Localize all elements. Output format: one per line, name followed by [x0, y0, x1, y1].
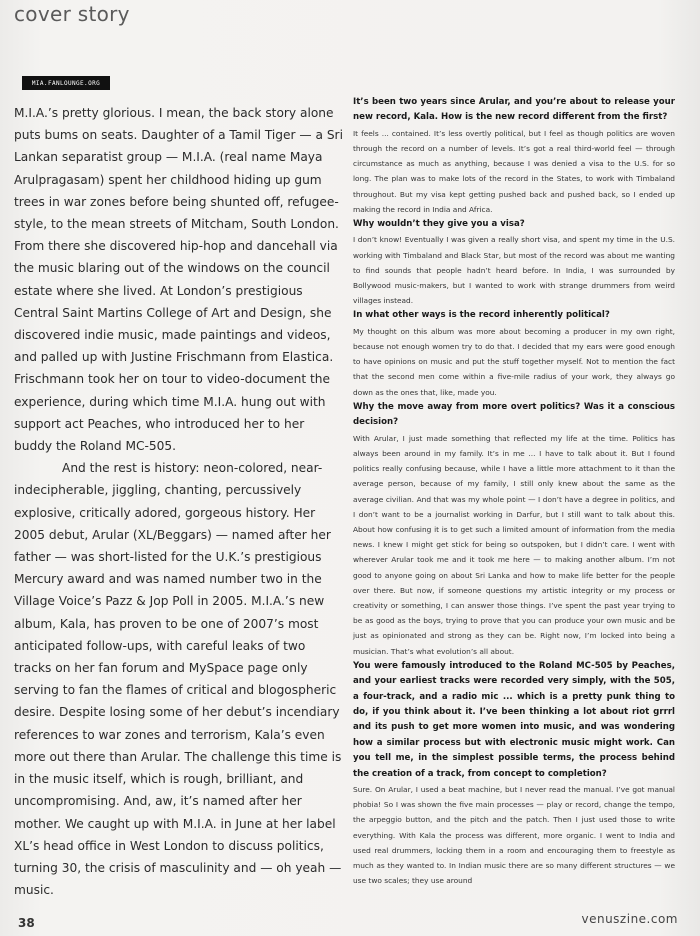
answer-3: My thought on this album was more about becoming a producer in my own right, because not enough women try to do that. I decided that my ears were good enough to have opinions on music and put the stuff together myself. Not to mention the fact that the second men come within a five-mile radius of your work, they always go down as the ones that, like, made you.: [353, 326, 675, 397]
answer-5: Sure. On Arular, I used a beat machine, but I never read the manual. I’ve got manual phobia! So I was shown the five main processes — play or record, change the tempo, the arpeggio button, and the pitch and the patch. Then I just used those to write everything. With Kala the process was different, more organic. I went to India and used real drummers, locking them in a room and encouraging them to freestyle as much as they wanted to. In Indian music there are so many different structures — we use two scales; they use around: [353, 784, 675, 886]
intro-paragraph-1: M.I.A.’s pretty glorious. I mean, the back story alone puts bums on seats. Daughter of a Tamil Tiger — a Sri Lankan separatist group — M.I.A. (real name Maya Arulpragasam) spent her childhood hiding up gum trees in war zones before being shunted off, refugee-style, to the mean streets of Mitcham, South London. From there she discovered hip-hop and dancehall via the music blaring out of the windows on the council estate where she lived. At London’s prestigious Central Saint Martins College of Art and Design, she discovered indie music, made paintings and videos, and palled up with Justine Frischmann from Elastica. Frischmann took her on tour to video-document the experience, during which time M.I.A. hung out with support act Peaches, who introduced her to her buddy the Roland MC-505.: [14, 106, 343, 454]
question-4: Why the move away from more overt politics? Was it a conscious decision?: [353, 401, 675, 428]
answer-4: With Arular, I just made something that reflected my life at the time. Politics has always been around in my family. It’s in me ... I have to talk about it. But I found politics really confusing because, while I have a little more attachment to it than the average person, because of my family, I still only knew about the same as the average civilian. And that was my whole point — I don’t have a degree in politics, and I don’t want to be a journalist working in Darfur, but I still want to talk about this. About how confusing it is to get such a limited amount of information from the media news. I knew I might get stick for being so outspoken, but I didn’t care. I went with wherever Arular took me and it took me here — to making another album. I’m not good to anyone going on about Sri Lanka and how to make life better for the people over there. But now, if someone questions my artistic integrity or my process or creativity or something, I can answer those things. I’ve spent the past year trying to be as good as the boys, trying to prove that you can produce your own music and be just as opinionated and strong as they can be. Right now, I’m locked into being a musician. That’s what evolution’s all about.: [353, 433, 675, 656]
answer-1: It feels ... contained. It’s less overtly political, but I feel as though politics are woven through the record on a number of levels. It’s got a real third-world feel — through circumstance as much as anything, because I was denied a visa to the U.S. for so long. The plan was to make lots of the record in the States, to work with Timbaland throughout. But my visa kept getting pushed back and pushed back, so I ended up making the record in India and Africa.: [353, 128, 675, 214]
intro-paragraph-2: And the rest is history: neon-colored, near-indecipherable, jiggling, chanting, percussively explosive, critically adored, gorgeous history. Her 2005 debut, Arular (XL/Beggars) — named after her father — was short-listed for the U.K.’s prestigious Mercury award and was named number two in the Village Voice’s Pazz & Jop Poll in 2005. M.I.A.’s new album, Kala, has proven to be one of 2007’s most anticipated follow-ups, with careful leaks of two tracks on her fan forum and MySpace page only serving to fan the flames of critical and blogospheric desire. Despite losing some of her debut’s incendiary references to war zones and terrorism, Kala’s even more out there than Arular. The challenge this time is in the music itself, which is rough, brilliant, and uncompromising. And, aw, it’s named after her mother. We caught up with M.I.A. in June at her label XL’s head office in West London to discuss politics, turning 30, the crisis of masculinity and — oh yeah — music.: [14, 461, 342, 898]
question-2: Why wouldn’t they give you a visa?: [353, 219, 525, 230]
question-1: It’s been two years since Arular, and you’re about to release your new record, Kala. How is the new record different from the first?: [353, 97, 675, 123]
section-header: cover story: [14, 2, 130, 26]
answer-2: I don’t know! Eventually I was given a really short visa, and spent my time in the U.S. working with Timbaland and Black Star, but most of the record was about me wanting to find sounds that people hadn’t heard before. In India, I was surrounded by Bollywood music-makers, but I wanted to work with strange drummers from weird villages instead.: [353, 235, 675, 306]
interview-column: [353, 95, 675, 888]
site-url: venuszine.com: [581, 912, 678, 926]
question-5: You were famously introduced to the Roland MC-505 by Peaches, and your earliest tracks were recorded very simply, with the 505, a four-track, and a radio mic ... which is a pretty punk thing to do, if you think about it. I’ve been thinking a lot about riot grrrl and its push to get more women into music, and was wondering how a similar process but with electronic music might work. Can you tell me, in the simplest possible terms, the process behind the creation of a track, from concept to completion?: [353, 660, 675, 779]
watermark-badge: MIA.FANLOUNGE.ORG: [22, 76, 110, 90]
page-number: 38: [18, 916, 35, 930]
question-3: In what other ways is the record inherently political?: [353, 310, 610, 321]
intro-column: [14, 102, 344, 901]
